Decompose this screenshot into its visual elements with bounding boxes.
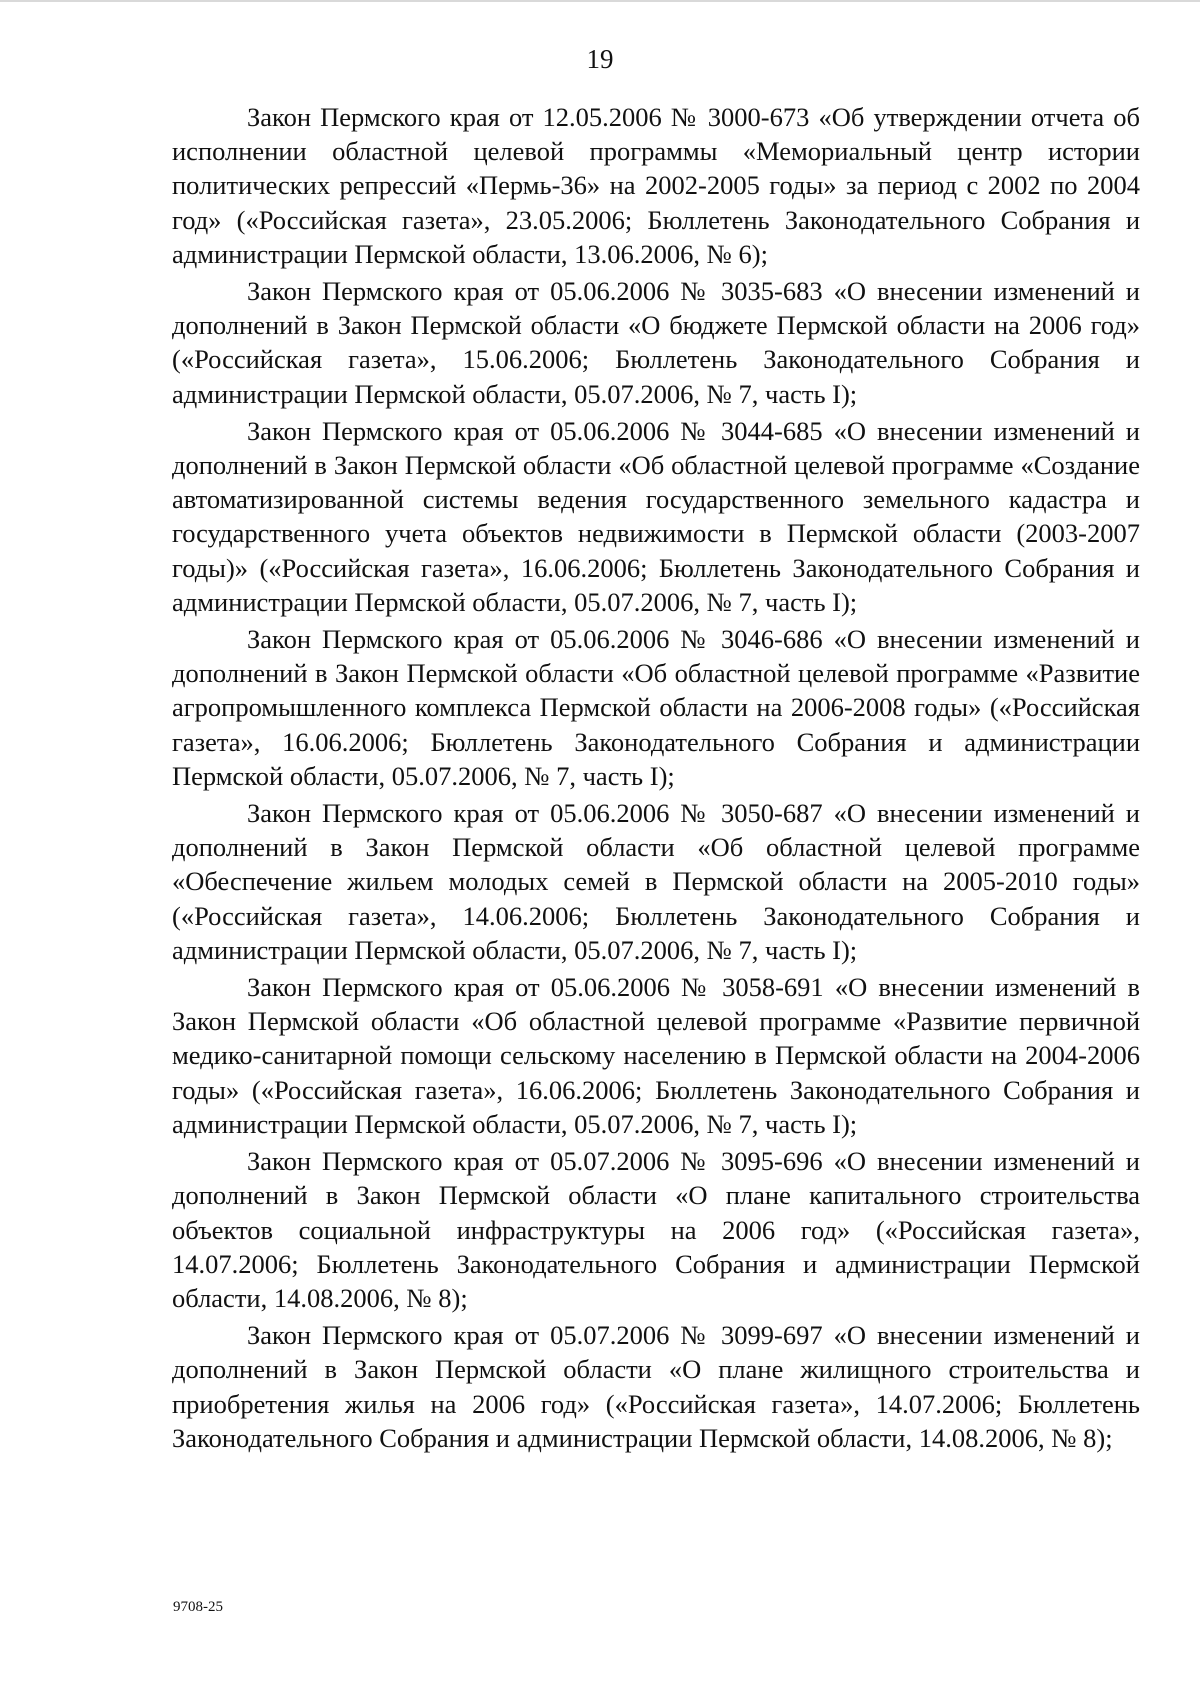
law-entry: Закон Пермского края от 05.06.2006 № 3058-691 «О внесении изменений в Закон Пермской области «Об областной целевой программе «Развитие первичной медико-санитарной помощи сельскому населению в Пермской области на 2004-2006 годы» («Российская газета», 16.06.2006; Бюллетень Законодательного Собрания и администрации Пермской области, 05.07.2006, № 7, часть I); <box>172 972 1140 1139</box>
page-number: 19 <box>586 44 614 74</box>
law-entry: Закон Пермского края от 05.06.2006 № 3046-686 «О внесении изменений и дополнений в Закон Пермской области «Об областной целевой программе «Развитие агропромышленного комплекса Пермской области на 2006-2008 годы» («Российская газета», 16.06.2006; Бюллетень Законодательного Собрания и администрации Пермской области, 05.07.2006, № 7, часть I); <box>172 624 1140 791</box>
document-body <box>172 100 1140 1458</box>
law-entry: Закон Пермского края от 05.06.2006 № 3044-685 «О внесении изменений и дополнений в Закон Пермской области «Об областной целевой программе «Создание автоматизированной системы ведения государственного земельного кадастра и государственного учета объектов недвижимости в Пермской области (2003-2007 годы)» («Российская газета», 16.06.2006; Бюллетень Законодательного Собрания и администрации Пермской области, 05.07.2006, № 7, часть I); <box>172 415 1140 617</box>
law-entry: Закон Пермского края от 05.07.2006 № 3099-697 «О внесении изменений и дополнений в Закон Пермской области «О плане жилищного строительства и приобретения жилья на 2006 год» («Российская газета», 14.07.2006; Бюллетень Законодательного Собрания и администрации Пермской области, 14.08.2006, № 8); <box>172 1320 1140 1453</box>
law-entry: Закон Пермского края от 05.06.2006 № 3035-683 «О внесении изменений и дополнений в Закон Пермской области «О бюджете Пермской области на 2006 год» («Российская газета», 15.06.2006; Бюллетень Законодательного Собрания и администрации Пермской области, 05.07.2006, № 7, часть I); <box>172 276 1140 409</box>
document-code: 9708-25 <box>173 1599 223 1615</box>
scan-edge <box>0 0 1200 2</box>
law-entry: Закон Пермского края от 05.06.2006 № 3050-687 «О внесении изменений и дополнений в Закон Пермской области «Об областной целевой программе «Обеспечение жильем молодых семей в Пермской области на 2005-2010 годы» («Российская газета», 14.06.2006; Бюллетень Законодательного Собрания и администрации Пермской области, 05.07.2006, № 7, часть I); <box>172 798 1140 965</box>
law-entry: Закон Пермского края от 12.05.2006 № 3000-673 «Об утверждении отчета об исполнении областной целевой программы «Мемориальный центр истории политических репрессий «Пермь-36» на 2002-2005 годы» за период с 2002 по 2004 год» («Российская газета», 23.05.2006; Бюллетень Законодательного Собрания и администрации Пермской области, 13.06.2006, № 6); <box>172 102 1140 269</box>
law-entry: Закон Пермского края от 05.07.2006 № 3095-696 «О внесении изменений и дополнений в Закон Пермской области «О плане капитального строительства объектов социальной инфраструктуры на 2006 год» («Российская газета», 14.07.2006; Бюллетень Законодательного Собрания и администрации Пермской области, 14.08.2006, № 8); <box>172 1146 1140 1313</box>
